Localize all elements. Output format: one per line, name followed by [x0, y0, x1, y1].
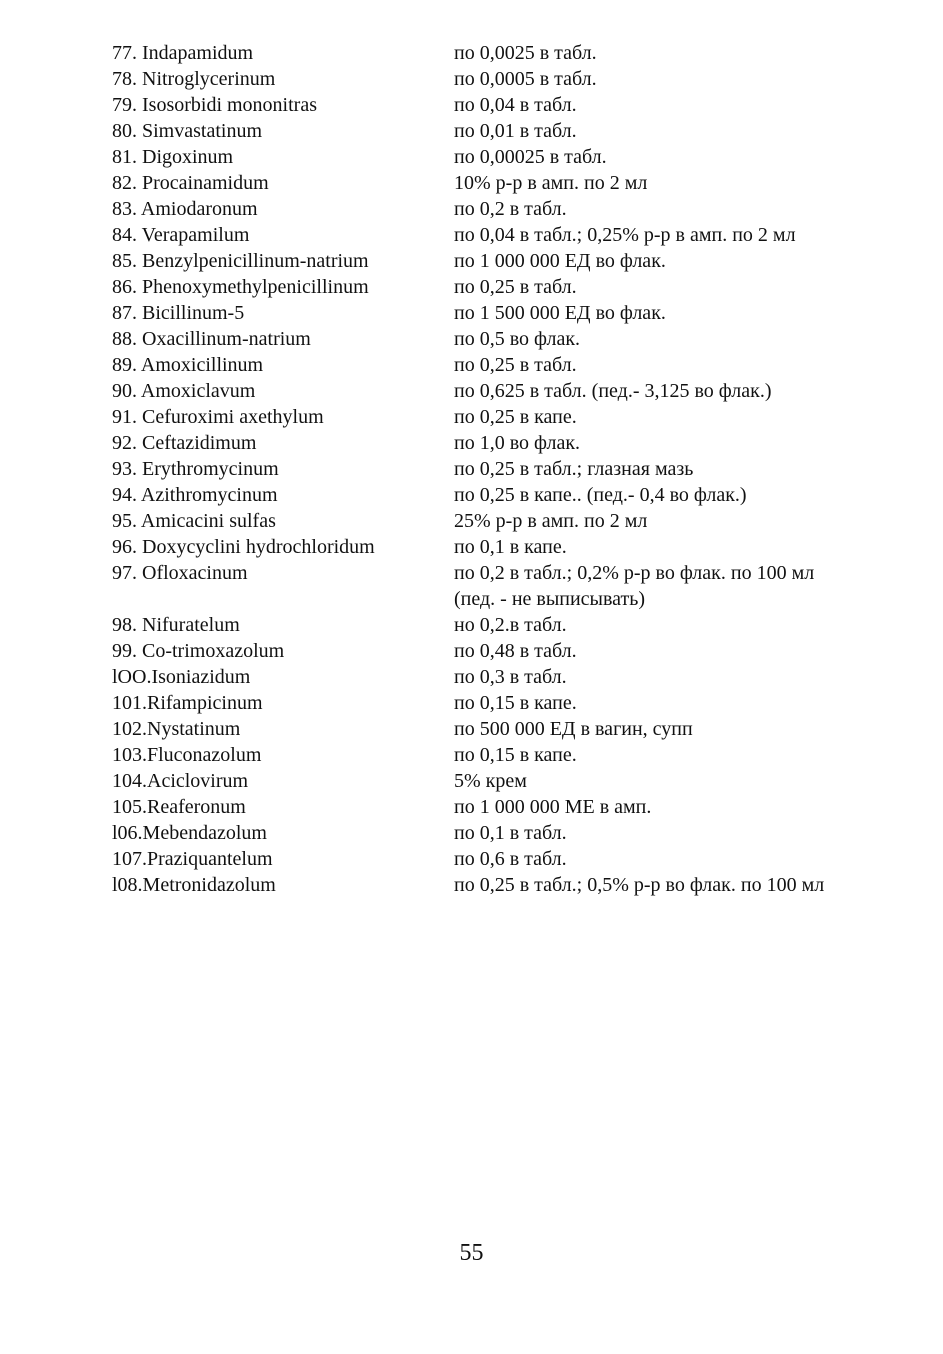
- list-item: [112, 612, 852, 638]
- drug-name: 84. Verapamilum: [112, 224, 250, 246]
- drug-name: 80. Simvastatinum: [112, 120, 262, 142]
- list-item: [112, 638, 852, 664]
- drug-name: 95. Amicacini sulfas: [112, 510, 276, 532]
- list-item: [112, 352, 852, 378]
- drug-dose: по 0,48 в табл.: [454, 640, 577, 662]
- list-item: [112, 690, 852, 716]
- drug-dose: по 0,04 в табл.; 0,25% р-р в амп. по 2 мл: [454, 224, 796, 246]
- list-item: [112, 404, 852, 430]
- drug-name: 98. Nifuratelum: [112, 614, 240, 636]
- list-item: [112, 794, 852, 820]
- drug-dose: по 0,25 в табл.; 0,5% р-р во флак. по 100 мл: [454, 874, 825, 896]
- drug-dose: по 1 500 000 ЕД во флак.: [454, 302, 666, 324]
- list-item: [112, 326, 852, 352]
- drug-name: 107.Praziquantelum: [112, 848, 273, 870]
- drug-dose: по 0,3 в табл.: [454, 666, 567, 688]
- list-item: [112, 872, 852, 898]
- drug-dose: по 0,25 в капе.. (пед.- 0,4 во флак.): [454, 484, 747, 506]
- list-item: [112, 222, 852, 248]
- drug-name: 87. Bicillinum-5: [112, 302, 245, 324]
- list-item: [112, 742, 852, 768]
- drug-dose: по 0,1 в табл.: [454, 822, 567, 844]
- drug-dose: по 0,5 во флак.: [454, 328, 581, 350]
- drug-name: 105.Reaferonum: [112, 796, 246, 818]
- drug-name: 78. Nitroglycerinum: [112, 68, 276, 90]
- drug-name: 102.Nystatinum: [112, 718, 241, 740]
- drug-dose: по 0,0005 в табл.: [454, 68, 597, 90]
- list-item: [112, 118, 852, 144]
- list-item: [112, 534, 852, 560]
- drug-name: 86. Phenoxymethylpenicillinum: [112, 276, 369, 298]
- drug-dose: по 0,0025 в табл.: [454, 42, 597, 64]
- list-item: [112, 196, 852, 222]
- drug-name: 104.Aciclovirum: [112, 770, 249, 792]
- page-number: 55: [459, 1240, 484, 1266]
- drug-dose: по 0,25 в капе.: [454, 406, 577, 428]
- list-item: [112, 430, 852, 456]
- drug-dose: по 0,625 в табл. (пед.- 3,125 во флак.): [454, 380, 772, 402]
- list-item: [112, 560, 852, 612]
- drug-dose: 10% р-р в амп. по 2 мл: [454, 172, 648, 194]
- drug-dose: по 1,0 во флак.: [454, 432, 581, 454]
- drug-dose: по 0,01 в табл.: [454, 120, 577, 142]
- list-item: [112, 482, 852, 508]
- drug-name: 90. Amoxiclavum: [112, 380, 256, 402]
- list-item: [112, 664, 852, 690]
- drug-dose: по 0,15 в капе.: [454, 692, 577, 714]
- drug-name: 99. Co-trimoxazolum: [112, 640, 285, 662]
- drug-name: 81. Digoxinum: [112, 146, 234, 168]
- drug-dose: по 1 000 000 ЕД во флак.: [454, 250, 666, 272]
- list-item: [112, 378, 852, 404]
- list-item: [112, 170, 852, 196]
- list-item: [112, 768, 852, 794]
- drug-name: 92. Ceftazidimum: [112, 432, 257, 454]
- drug-dose: по 0,1 в капе.: [454, 536, 567, 558]
- drug-dose: 25% р-р в амп. по 2 мл: [454, 510, 648, 532]
- drug-name: 103.Fluconazolum: [112, 744, 262, 766]
- list-item: [112, 248, 852, 274]
- drug-name: 101.Rifampicinum: [112, 692, 263, 714]
- list-item: [112, 66, 852, 92]
- drug-name: lOO.Isoniazidum: [112, 666, 251, 688]
- drug-dose: по 0,25 в табл.: [454, 276, 577, 298]
- drug-dose: по 0,00025 в табл.: [454, 146, 607, 168]
- list-item: [112, 716, 852, 742]
- drug-name: 88. Oxacillinum-natrium: [112, 328, 311, 350]
- drug-name: 93. Erythromycinum: [112, 458, 279, 480]
- drug-name: 94. Azithromycinum: [112, 484, 278, 506]
- drug-dose: по 0,15 в капе.: [454, 744, 577, 766]
- drug-name: l06.Mebendazolum: [112, 822, 267, 844]
- drug-name: 96. Doxycyclini hydrochloridum: [112, 536, 375, 558]
- list-item: [112, 846, 852, 872]
- drug-dose: 5% крем: [454, 770, 527, 792]
- drug-dose: по 500 000 ЕД в вагин, супп: [454, 718, 693, 740]
- drug-name: l08.Metronidazolum: [112, 874, 276, 896]
- list-item: [112, 456, 852, 482]
- drug-dose: по 0,04 в табл.: [454, 94, 577, 116]
- drug-dose: по 0,2 в табл.; 0,2% р-р во флак. по 100 мл (пед. - не выписывать): [454, 562, 815, 610]
- list-item: [112, 40, 852, 66]
- drug-list: [112, 40, 852, 898]
- drug-name: 83. Amiodaronum: [112, 198, 258, 220]
- list-item: [112, 274, 852, 300]
- drug-name: 79. Isosorbidi mononitras: [112, 94, 317, 116]
- drug-name: 91. Cefuroximi axethylum: [112, 406, 324, 428]
- drug-dose: по 0,6 в табл.: [454, 848, 567, 870]
- drug-name: 97. Ofloxacinum: [112, 562, 248, 584]
- list-item: [112, 92, 852, 118]
- list-item: [112, 300, 852, 326]
- drug-dose: но 0,2.в табл.: [454, 614, 567, 636]
- drug-name: 77. Indapamidum: [112, 42, 254, 64]
- list-item: [112, 820, 852, 846]
- drug-dose: по 0,25 в табл.; глазная мазь: [454, 458, 694, 480]
- list-item: [112, 508, 852, 534]
- drug-name: 82. Procainamidum: [112, 172, 269, 194]
- drug-dose: по 0,25 в табл.: [454, 354, 577, 376]
- list-item: [112, 144, 852, 170]
- drug-name: 85. Benzylpenicillinum-natrium: [112, 250, 369, 272]
- drug-dose: по 0,2 в табл.: [454, 198, 567, 220]
- drug-dose: по 1 000 000 МЕ в амп.: [454, 796, 652, 818]
- drug-name: 89. Amoxicillinum: [112, 354, 264, 376]
